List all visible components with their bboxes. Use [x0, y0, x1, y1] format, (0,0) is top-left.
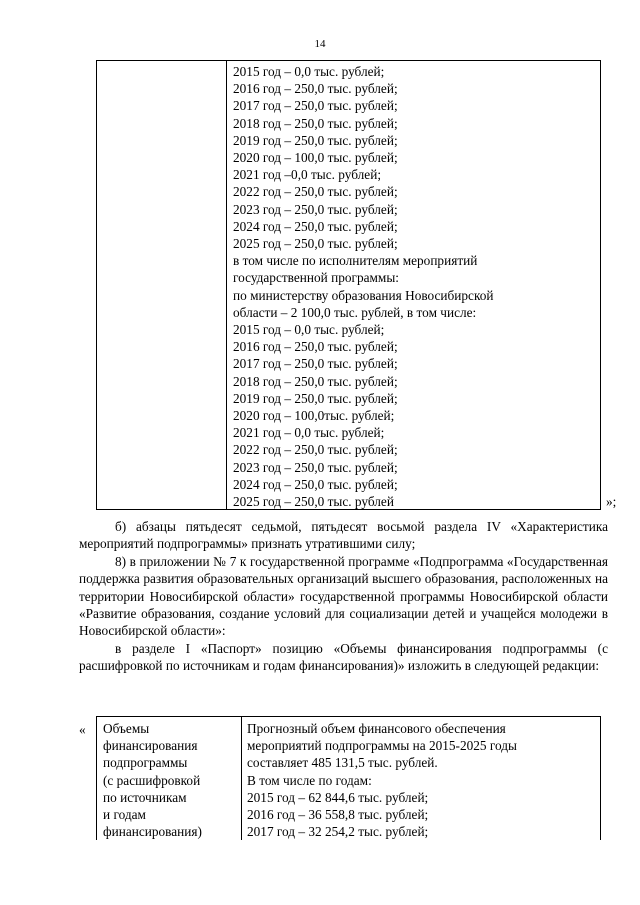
funding-line: 2020 год – 100,0 тыс. рублей; [233, 150, 398, 166]
funding-line: государственной программы: [233, 270, 399, 286]
label-line: (с расшифровкой [103, 772, 201, 788]
funding-line: 2023 год – 250,0 тыс. рублей; [233, 459, 398, 475]
funding-line: 2015 год – 0,0 тыс. рублей; [233, 64, 385, 79]
label-line: по источникам [103, 789, 187, 805]
closing-quote: »; [606, 494, 617, 509]
opening-quote: « [79, 722, 86, 737]
funding-line: 2018 год – 250,0 тыс. рублей; [233, 115, 398, 131]
funding-line: составляет 485 131,5 тыс. рублей. [247, 755, 438, 771]
funding-line: 2019 год – 250,0 тыс. рублей; [233, 390, 398, 406]
funding-line: Прогнозный объем финансового обеспечения [247, 721, 506, 736]
funding-line: области – 2 100,0 тыс. рублей, в том числе: [233, 304, 477, 320]
label-line: финансирования [103, 738, 198, 754]
table-column-divider [226, 61, 227, 509]
funding-line: 2020 год – 100,0тыс. рублей; [233, 408, 395, 424]
funding-line: 2016 год – 250,0 тыс. рублей; [233, 339, 398, 355]
paragraph: б) абзацы пятьдесят седьмой, пятьдесят восьмой раздела IV «Характеристика мероприятий подпрограммы» признать утратившими силу; [79, 519, 608, 552]
subprogram-funding-table [96, 716, 601, 840]
funding-line: 2015 год – 0,0 тыс. рублей; [233, 322, 385, 338]
funding-value-cell [247, 720, 597, 840]
funding-line: 2017 год – 32 254,2 тыс. рублей; [247, 824, 429, 840]
continued-funding-table [96, 60, 601, 510]
label-line: и годам [103, 807, 146, 823]
amendment-text [79, 518, 608, 675]
funding-line: 2018 год – 250,0 тыс. рублей; [233, 373, 398, 389]
funding-line: 2017 год – 250,0 тыс. рублей; [233, 98, 398, 114]
label-line: Объемы [103, 721, 150, 736]
funding-line: 2024 год – 250,0 тыс. рублей; [233, 476, 398, 492]
funding-line: 2022 год – 250,0 тыс. рублей; [233, 184, 398, 200]
funding-line: 2021 год – 0,0 тыс. рублей; [233, 425, 385, 441]
funding-line: мероприятий подпрограммы на 2015-2025 годы [247, 738, 517, 754]
table-column-divider [241, 717, 242, 840]
funding-line: 2024 год – 250,0 тыс. рублей; [233, 218, 398, 234]
paragraph: 8) в приложении № 7 к государственной программе «Подпрограмма «Государственная поддержка развития образовательных организаций высшего образования, расположенных на территории Новосибирской области» государственной программы Новосибирской области «Развитие образования, создание условий для социализации детей и учащейся молодежи в Новосибирской области»: [79, 553, 608, 639]
funding-line: в том числе по исполнителям мероприятий [233, 253, 478, 269]
funding-label-cell [103, 720, 238, 840]
funding-line: 2025 год – 250,0 тыс. рублей [233, 494, 394, 510]
funding-details-cell [233, 63, 593, 510]
funding-line: 2021 год –0,0 тыс. рублей; [233, 167, 382, 183]
label-line: подпрограммы [103, 755, 188, 771]
funding-line: 2015 год – 62 844,6 тыс. рублей; [247, 789, 429, 805]
page-number: 14 [314, 38, 326, 50]
funding-line: 2025 год – 250,0 тыс. рублей; [233, 236, 398, 252]
funding-line: 2016 год – 36 558,8 тыс. рублей; [247, 807, 429, 823]
funding-line: 2019 год – 250,0 тыс. рублей; [233, 132, 398, 148]
funding-line: по министерству образования Новосибирской [233, 287, 494, 303]
funding-line: В том числе по годам: [247, 772, 372, 788]
label-line: финансирования) [103, 824, 202, 840]
funding-line: 2016 год – 250,0 тыс. рублей; [233, 81, 398, 97]
paragraph: в разделе I «Паспорт» позицию «Объемы финансирования подпрограммы (с расшифровкой по источникам и годам финансирования)» изложить в следующей редакции: [79, 640, 608, 674]
funding-line: 2023 год – 250,0 тыс. рублей; [233, 201, 398, 217]
funding-line: 2022 год – 250,0 тыс. рублей; [233, 442, 398, 458]
funding-line: 2017 год – 250,0 тыс. рублей; [233, 356, 398, 372]
